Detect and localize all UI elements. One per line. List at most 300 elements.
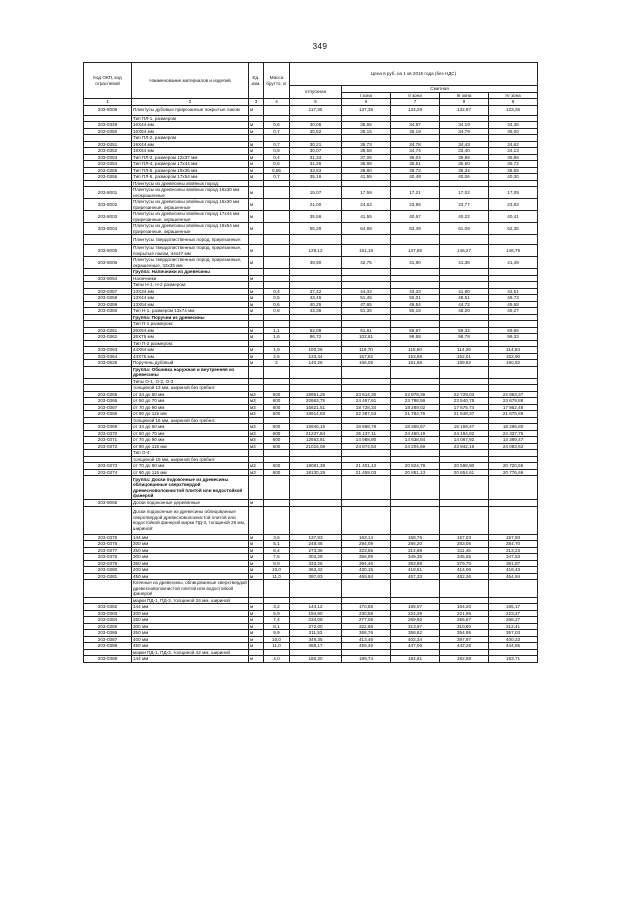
table-cell-name: 350 мм bbox=[132, 630, 249, 637]
table-row bbox=[84, 424, 538, 431]
table-cell-zone-1: 394,46 bbox=[342, 560, 391, 567]
table-cell-zone-4: 454,94 bbox=[489, 573, 538, 580]
table-cell-zone-3 bbox=[440, 476, 489, 500]
table-cell-name: 350 мм bbox=[132, 560, 249, 567]
table-cell-name: Тип ПЛ-6, размером 17х54 мм bbox=[132, 174, 249, 181]
table-row bbox=[84, 308, 538, 315]
table-cell-zone-3: 266,67 bbox=[440, 617, 489, 624]
table-cell-zone-2: 34,78 bbox=[391, 141, 440, 148]
table-cell-zone-4: 40,41 bbox=[489, 211, 538, 223]
table-cell-zone-1: 35,73 bbox=[342, 141, 391, 148]
table-cell-unit: м3 bbox=[249, 437, 264, 444]
table-cell-zone-4: 284,70 bbox=[489, 541, 538, 548]
table-cell-name: 13Х44 мм bbox=[132, 295, 249, 302]
table-cell-mass: 0,65 bbox=[264, 167, 290, 174]
table-cell-unit: м bbox=[249, 623, 264, 630]
table-cell-release-price: 234,08 bbox=[290, 617, 342, 624]
table-cell-zone-2: 147,85 bbox=[391, 245, 440, 257]
table-cell-code: 203-8004 bbox=[84, 223, 132, 235]
table-cell-unit: м bbox=[249, 554, 264, 561]
table-cell-code: 203-0381 bbox=[84, 573, 132, 580]
table-cell-name: Тип ПЛ-3, размером 12х37 мм bbox=[132, 154, 249, 161]
table-cell-release-price: 12663,81 bbox=[290, 437, 342, 444]
table-cell-code: 203-0355 bbox=[84, 167, 132, 174]
table-cell-zone-4: 20 776,66 bbox=[489, 469, 538, 476]
table-cell-zone-4: 22 863,37 bbox=[489, 391, 538, 398]
table-cell-release-price: 30,21 bbox=[290, 141, 342, 148]
table-cell-unit: м bbox=[249, 187, 264, 199]
table-cell-zone-4: 18 266,80 bbox=[489, 424, 538, 431]
table-row bbox=[84, 353, 538, 360]
table-cell-unit: м bbox=[249, 167, 264, 174]
table-cell-zone-1: 42,75 bbox=[342, 257, 391, 269]
table-cell-zone-1: 51,45 bbox=[342, 295, 391, 302]
table-row bbox=[84, 148, 538, 155]
table-cell-zone-4: 59,65 bbox=[489, 327, 538, 334]
table-group-row bbox=[84, 476, 538, 500]
table-cell-unit: м bbox=[249, 610, 264, 617]
table-cell-name: 144 мм bbox=[132, 656, 249, 663]
table-row bbox=[84, 411, 538, 418]
table-cell-zone-1: 469,94 bbox=[342, 573, 391, 580]
table-cell-zone-2: 41,80 bbox=[391, 257, 440, 269]
table-cell-release-price bbox=[290, 235, 342, 245]
table-cell-zone-4: 357,03 bbox=[489, 630, 538, 637]
table-cell-mass: 0,7 bbox=[264, 128, 290, 135]
table-cell-release-price: 33,63 bbox=[290, 167, 342, 174]
table-cell-mass: 0,6 bbox=[264, 301, 290, 308]
table-row bbox=[84, 334, 538, 341]
table-cell-zone-2: 24 204,69 bbox=[391, 443, 440, 450]
header-zone-2: II зона bbox=[391, 92, 440, 99]
table-cell-name: толщиной 19 мм, шириной без гребня: bbox=[132, 456, 249, 463]
col-number: 8 bbox=[440, 99, 489, 106]
table-row bbox=[84, 656, 538, 663]
table-cell-code: 203-0354 bbox=[84, 161, 132, 168]
table-cell-zone-4: 45,68 bbox=[489, 301, 538, 308]
table-cell-name: 26Х54 мм bbox=[132, 327, 249, 334]
table-cell-name: 400 мм bbox=[132, 567, 249, 574]
table-cell-zone-1: 36,15 bbox=[342, 128, 391, 135]
table-cell-zone-2: 184,61 bbox=[391, 656, 440, 663]
table-cell-code bbox=[84, 506, 132, 534]
table-cell-release-price: 18130,29 bbox=[290, 469, 342, 476]
table-cell-zone-4: 444,85 bbox=[489, 643, 538, 650]
table-cell-zone-2: 24 460,19 bbox=[391, 430, 440, 437]
table-cell-unit: м bbox=[249, 257, 264, 269]
table-cell-name: Наличники bbox=[132, 275, 249, 282]
table-cell-code: 203-0383 bbox=[84, 610, 132, 617]
table-cell-zone-3: 114,26 bbox=[440, 347, 489, 354]
table-cell-name: от 50 до 70 мм bbox=[132, 398, 249, 405]
table-cell-name: Тип ПЛ-2, размером bbox=[132, 135, 249, 142]
table-cell-unit: м bbox=[249, 534, 264, 541]
table-cell-mass: 0,4 bbox=[264, 288, 290, 295]
table-cell-release-price: 20663,75 bbox=[290, 398, 342, 405]
table-cell-mass bbox=[264, 223, 290, 235]
table-cell-unit: м bbox=[249, 617, 264, 624]
table-cell-zone-1: 166,06 bbox=[342, 360, 391, 367]
price-table bbox=[83, 62, 538, 663]
table-cell-zone-3: 38,34 bbox=[440, 167, 489, 174]
table-cell-unit: м bbox=[249, 630, 264, 637]
table-cell-release-price: 18081,39 bbox=[290, 463, 342, 470]
table-cell-name: от 34 до 50 мм bbox=[132, 391, 249, 398]
table-cell-zone-1: 21 459,03 bbox=[342, 469, 391, 476]
table-cell-zone-3: 44,72 bbox=[440, 301, 489, 308]
table-cell-name: Группа: Обшивка наружная и внутренняя из древесины bbox=[132, 366, 249, 378]
table-cell-zone-1: 323,55 bbox=[342, 547, 391, 554]
table-cell-zone-4: 313,23 bbox=[489, 547, 538, 554]
table-cell-unit: м3 bbox=[249, 469, 264, 476]
table-cell-zone-3: 33,40 bbox=[440, 148, 489, 155]
table-cell-unit: м bbox=[249, 128, 264, 135]
table-cell-mass: 600 bbox=[264, 411, 290, 418]
table-cell-code: 203-8005 bbox=[84, 245, 132, 257]
table-cell-code: 203-0362 bbox=[84, 334, 132, 341]
table-cell-code: 203-0373 bbox=[84, 463, 132, 470]
table-cell-release-price: 40,25 bbox=[290, 301, 342, 308]
table-cell-release-price: 18914,83 bbox=[290, 411, 342, 418]
table-cell-zone-1: 24 457,61 bbox=[342, 398, 391, 405]
table-cell-zone-4: 35,86 bbox=[489, 154, 538, 161]
table-cell-release-price: 303,29 bbox=[290, 554, 342, 561]
table-cell-zone-4: 24 083,62 bbox=[489, 443, 538, 450]
table-cell-zone-1: 44,32 bbox=[342, 288, 391, 295]
table-cell-code: 203-0365 bbox=[84, 391, 132, 398]
table-cell-unit: м bbox=[249, 604, 264, 611]
table-cell-zone-3 bbox=[440, 580, 489, 598]
table-cell-unit: м bbox=[249, 334, 264, 341]
table-cell-zone-4 bbox=[489, 580, 538, 598]
table-cell-zone-1: 25 137,11 bbox=[342, 430, 391, 437]
table-cell-release-price bbox=[290, 366, 342, 378]
table-cell-name: от 90 до 115 мм bbox=[132, 469, 249, 476]
table-cell-code: 203-0380 bbox=[84, 567, 132, 574]
table-cell-zone-3: 40,22 bbox=[440, 211, 489, 223]
table-cell-unit: м3 bbox=[249, 398, 264, 405]
table-cell-name: Тип О-4: bbox=[132, 450, 249, 457]
table-cell-zone-2 bbox=[391, 366, 440, 378]
table-body bbox=[84, 105, 538, 662]
table-cell-zone-4: 23 679,86 bbox=[489, 398, 538, 405]
table-row bbox=[84, 174, 538, 181]
table-cell-zone-4: 42,51 bbox=[489, 288, 538, 295]
table-cell-zone-1 bbox=[342, 476, 391, 500]
table-cell-name: 200 мм bbox=[132, 541, 249, 548]
table-cell-name: 19Х44 мм bbox=[132, 141, 249, 148]
table-cell-mass: 600 bbox=[264, 443, 290, 450]
table-cell-zone-4: 34,36 bbox=[489, 122, 538, 129]
table-cell-zone-1: 151,19 bbox=[342, 245, 391, 257]
table-cell-zone-4: 400,33 bbox=[489, 636, 538, 643]
table-cell-mass bbox=[264, 187, 290, 199]
table-cell-zone-4: 62,36 bbox=[489, 223, 538, 235]
table-cell-release-price: 52,08 bbox=[290, 327, 342, 334]
table-cell-zone-3: 182,58 bbox=[440, 656, 489, 663]
table-cell-release-price: 30,52 bbox=[290, 128, 342, 135]
table-cell-zone-2: 36,04 bbox=[391, 154, 440, 161]
table-cell-name: Группа: Наличники из древесины bbox=[132, 269, 249, 276]
table-cell-code: 203-0353 bbox=[84, 154, 132, 161]
table-cell-zone-2: 418,61 bbox=[391, 567, 440, 574]
table-cell-unit: м3 bbox=[249, 391, 264, 398]
table-cell-mass: 3,6 bbox=[264, 534, 290, 541]
table-cell-mass: 4,0 bbox=[264, 656, 290, 663]
table-cell-zone-1: 102,61 bbox=[342, 334, 391, 341]
table-row bbox=[84, 295, 538, 302]
table-cell-zone-1: 24,63 bbox=[342, 199, 391, 211]
table-cell-zone-2: 22 978,36 bbox=[391, 391, 440, 398]
table-cell-unit bbox=[249, 366, 264, 378]
table-cell-zone-2: 18 289,02 bbox=[391, 404, 440, 411]
table-cell-zone-3: 23,77 bbox=[440, 199, 489, 211]
col-number: 1 bbox=[84, 99, 132, 106]
table-cell-release-price: 21,00 bbox=[290, 199, 342, 211]
table-cell-mass: 1,1 bbox=[264, 327, 290, 334]
table-cell-zone-1: 64,69 bbox=[342, 223, 391, 235]
table-cell-release-price: 363,42 bbox=[290, 567, 342, 574]
col-number: 6 bbox=[342, 99, 391, 106]
table-cell-zone-2: 286,20 bbox=[391, 541, 440, 548]
table-cell-unit: м bbox=[249, 347, 264, 354]
table-cell-code: 203-0384 bbox=[84, 617, 132, 624]
table-cell-zone-2: 158,76 bbox=[391, 534, 440, 541]
table-cell-unit bbox=[249, 580, 264, 598]
table-cell-zone-2: 383,88 bbox=[391, 560, 440, 567]
table-cell-release-price: 273,36 bbox=[290, 547, 342, 554]
table-cell-unit: м3 bbox=[249, 404, 264, 411]
table-cell-name: 400 мм bbox=[132, 636, 249, 643]
table-cell-zone-3: 310,60 bbox=[440, 623, 489, 630]
table-cell-zone-2: 38,72 bbox=[391, 167, 440, 174]
table-cell-name: Типы Н-1, Н-2 размером: bbox=[132, 282, 249, 289]
table-cell-mass: 11,0 bbox=[264, 573, 290, 580]
table-cell-mass: 600 bbox=[264, 391, 290, 398]
table-cell-name: 16Х54 мм bbox=[132, 128, 249, 135]
table-row bbox=[84, 105, 538, 115]
table-row bbox=[84, 235, 538, 245]
table-cell-unit: м bbox=[249, 567, 264, 574]
table-cell-name: Поручень дубовый bbox=[132, 360, 249, 367]
table-cell-release-price: 43,38 bbox=[290, 308, 342, 315]
table-cell-release-price: 55,29 bbox=[290, 223, 342, 235]
table-cell-mass: 600 bbox=[264, 424, 290, 431]
table-cell-code bbox=[84, 366, 132, 378]
table-cell-zone-4: 183,71 bbox=[489, 656, 538, 663]
table-cell-name: от 50 до 70 мм bbox=[132, 430, 249, 437]
table-cell-zone-3: 41,36 bbox=[440, 257, 489, 269]
table-cell-release-price: 144,12 bbox=[290, 604, 342, 611]
table-cell-unit: м bbox=[249, 211, 264, 223]
table-cell-zone-2: 50,01 bbox=[391, 295, 440, 302]
table-cell-zone-4: 21 675,69 bbox=[489, 411, 538, 418]
table-cell-zone-4 bbox=[489, 235, 538, 245]
table-cell-zone-1: 163,14 bbox=[342, 534, 391, 541]
table-cell-mass: 8,9 bbox=[264, 560, 290, 567]
table-cell-code: 203-0351 bbox=[84, 141, 132, 148]
table-cell-name: Плинтусы из древесины хвойных пород 19х54 мм прирезанные, окрашенные bbox=[132, 223, 249, 235]
table-cell-unit: м bbox=[249, 141, 264, 148]
table-cell-zone-1: 23 614,30 bbox=[342, 391, 391, 398]
table-cell-unit: м bbox=[249, 327, 264, 334]
table-cell-name: от 70 до 90 мм bbox=[132, 437, 249, 444]
table-cell-zone-3: 35,50 bbox=[440, 161, 489, 168]
table-cell-mass: 0,7 bbox=[264, 174, 290, 181]
table-cell-zone-3: 152,01 bbox=[440, 353, 489, 360]
table-cell-zone-2 bbox=[391, 235, 440, 245]
table-cell-zone-1: 459,45 bbox=[342, 643, 391, 650]
table-cell-mass: 600 bbox=[264, 463, 290, 470]
table-cell-zone-4: 223,27 bbox=[489, 610, 538, 617]
table-cell-code: 203-0370 bbox=[84, 430, 132, 437]
table-cell-release-price: 86,72 bbox=[290, 334, 342, 341]
table-cell-mass: 7,4 bbox=[264, 617, 290, 624]
table-group-row bbox=[84, 366, 538, 378]
table-cell-zone-3: 23 540,75 bbox=[440, 398, 489, 405]
table-cell-unit: м bbox=[249, 301, 264, 308]
table-cell-release-price bbox=[290, 580, 342, 598]
table-cell-zone-1: 322,66 bbox=[342, 623, 391, 630]
table-cell-release-price: 100,26 bbox=[290, 347, 342, 354]
table-cell-zone-1: 356,99 bbox=[342, 554, 391, 561]
table-cell-mass: 7,5 bbox=[264, 554, 290, 561]
table-row bbox=[84, 360, 538, 367]
table-cell-name: 13Х54 мм bbox=[132, 301, 249, 308]
col-number: 5 bbox=[290, 99, 342, 106]
table-cell-zone-3 bbox=[440, 235, 489, 245]
table-cell-zone-4: 17 952,48 bbox=[489, 404, 538, 411]
table-cell-zone-1: 41,55 bbox=[342, 211, 391, 223]
col-number: 7 bbox=[391, 99, 440, 106]
table-cell-zone-4: 268,27 bbox=[489, 617, 538, 624]
table-header bbox=[84, 63, 538, 106]
table-cell-name: 144 мм bbox=[132, 534, 249, 541]
table-cell-mass bbox=[264, 257, 290, 269]
table-cell-release-price: 37,42 bbox=[290, 288, 342, 295]
table-cell-release-price: 19951,26 bbox=[290, 391, 342, 398]
table-cell-mass bbox=[264, 211, 290, 223]
table-cell-unit: м bbox=[249, 148, 264, 155]
table-cell-name: 44Х54 мм bbox=[132, 347, 249, 354]
table-cell-unit: м bbox=[249, 295, 264, 302]
table-cell-name: марки ПД-1, ПД-3, толщиной 34 мм, шириной bbox=[132, 597, 249, 604]
table-cell-zone-2: 23 798,59 bbox=[391, 398, 440, 405]
table-cell-zone-1: 35,58 bbox=[342, 148, 391, 155]
table-cell-name: 19Х54 мм bbox=[132, 148, 249, 155]
table-cell-zone-3: 311,45 bbox=[440, 547, 489, 554]
table-cell-name: Группа: Доски подоконные из древесины облицованные сверхтвердой древесноволокнистой плитой или водостойкой фанерой bbox=[132, 476, 249, 500]
header-name: Наименование материалов и изделий bbox=[132, 63, 249, 99]
table-cell-name: от 70 до 90 мм bbox=[132, 463, 249, 470]
table-cell-release-price: 30,07 bbox=[290, 148, 342, 155]
table-row bbox=[84, 167, 538, 174]
table-cell-release-price bbox=[290, 506, 342, 534]
table-row bbox=[84, 391, 538, 398]
table-cell-code: 203-8003 bbox=[84, 211, 132, 223]
table-cell-name: Плинтусы твердолиственных пород, прирезанные, покрытые лаком, 44х47 мм bbox=[132, 245, 249, 257]
table-cell-zone-1 bbox=[342, 580, 391, 598]
table-cell-zone-2: 17,21 bbox=[391, 187, 440, 199]
table-cell-mass: 10,0 bbox=[264, 636, 290, 643]
table-cell-unit: м bbox=[249, 223, 264, 235]
table-cell-code bbox=[84, 476, 132, 500]
table-cell-mass bbox=[264, 105, 290, 115]
table-cell-code: 203-0366 bbox=[84, 398, 132, 405]
table-cell-zone-4: 34,62 bbox=[489, 141, 538, 148]
table-cell-unit: м bbox=[249, 573, 264, 580]
table-cell-code: 203-0376 bbox=[84, 541, 132, 548]
table-cell-zone-4: 99,33 bbox=[489, 334, 538, 341]
table-cell-name: Тип П-2 размером: bbox=[132, 340, 249, 347]
table-cell-zone-1: 118,70 bbox=[342, 347, 391, 354]
table-cell-zone-3: 20 598,80 bbox=[440, 463, 489, 470]
table-cell-zone-4: 416,43 bbox=[489, 567, 538, 574]
table-cell-code: 203-8006 bbox=[84, 257, 132, 269]
table-cell-name: Группа: Поручни из древесины bbox=[132, 314, 249, 321]
table-cell-name: 450 мм bbox=[132, 643, 249, 650]
table-cell-unit: м bbox=[249, 122, 264, 129]
table-cell-zone-1: 47,65 bbox=[342, 301, 391, 308]
table-cell-code bbox=[84, 580, 132, 598]
table-cell-code: 203-0525 bbox=[84, 360, 132, 367]
table-cell-unit: м bbox=[249, 245, 264, 257]
table-row bbox=[84, 301, 538, 308]
table-cell-zone-2: 224,39 bbox=[391, 610, 440, 617]
table-cell-name: Тип ПЛ-1, размером bbox=[132, 115, 249, 122]
table-cell-name: Плинтусы из древесины хвойных пород 16х30 мм неокрашенные bbox=[132, 187, 249, 199]
table-cell-zone-3: 21 548,37 bbox=[440, 411, 489, 418]
table-cell-mass: 0,8 bbox=[264, 308, 290, 315]
table-cell-mass: 11,0 bbox=[264, 643, 290, 650]
table-cell-code: 203-0367 bbox=[84, 404, 132, 411]
table-cell-code: 203-8002 bbox=[84, 199, 132, 211]
table-cell-name: 44Х75 мм bbox=[132, 353, 249, 360]
table-cell-zone-4: 20 720,55 bbox=[489, 463, 538, 470]
table-cell-zone-3: 22 729,03 bbox=[440, 391, 489, 398]
table-cell-unit: м bbox=[249, 547, 264, 554]
table-row bbox=[84, 327, 538, 334]
table-cell-zone-4: 14 369,47 bbox=[489, 437, 538, 444]
table-cell-code: 203-0378 bbox=[84, 554, 132, 561]
table-cell-name: Клееные из древесины, облицованные сверхтвердой древесноволокнистой плитой или водостойкой фанерой bbox=[133, 580, 247, 596]
table-cell-mass: 2 bbox=[264, 360, 290, 367]
table-cell-zone-3: 34,19 bbox=[440, 122, 489, 129]
table-cell-zone-4: 23,83 bbox=[489, 199, 538, 211]
table-cell-code: 203-0387 bbox=[84, 636, 132, 643]
table-cell-zone-4: 152,90 bbox=[489, 353, 538, 360]
table-cell-mass bbox=[264, 366, 290, 378]
header-estimate-price: Сметная bbox=[342, 86, 538, 93]
table-cell-zone-4: 157,93 bbox=[489, 534, 538, 541]
header-code: Код ОКП, код отраслевой bbox=[84, 63, 132, 99]
table-cell-zone-3: 20 654,61 bbox=[440, 469, 489, 476]
table-cell-unit: м bbox=[249, 161, 264, 168]
table-cell-name: Тип Н-1, размером 13х74 мм bbox=[132, 308, 249, 315]
table-cell-name: 144 мм bbox=[132, 604, 249, 611]
table-cell-zone-4: 40,30 bbox=[489, 174, 538, 181]
table-cell-zone-2: 35,19 bbox=[391, 128, 440, 135]
table-cell-release-price: 129,12 bbox=[290, 245, 342, 257]
header-mass: Масса брутто, кг bbox=[264, 63, 290, 99]
table-cell-code: 203-0369 bbox=[84, 424, 132, 431]
table-cell-unit: м bbox=[249, 643, 264, 650]
table-cell-zone-3: 17,02 bbox=[440, 187, 489, 199]
table-cell-release-price: 133,44 bbox=[290, 353, 342, 360]
table-cell-zone-2: 63,49 bbox=[391, 223, 440, 235]
table-row bbox=[84, 141, 538, 148]
table-cell-zone-1: 18 868,78 bbox=[342, 424, 391, 431]
